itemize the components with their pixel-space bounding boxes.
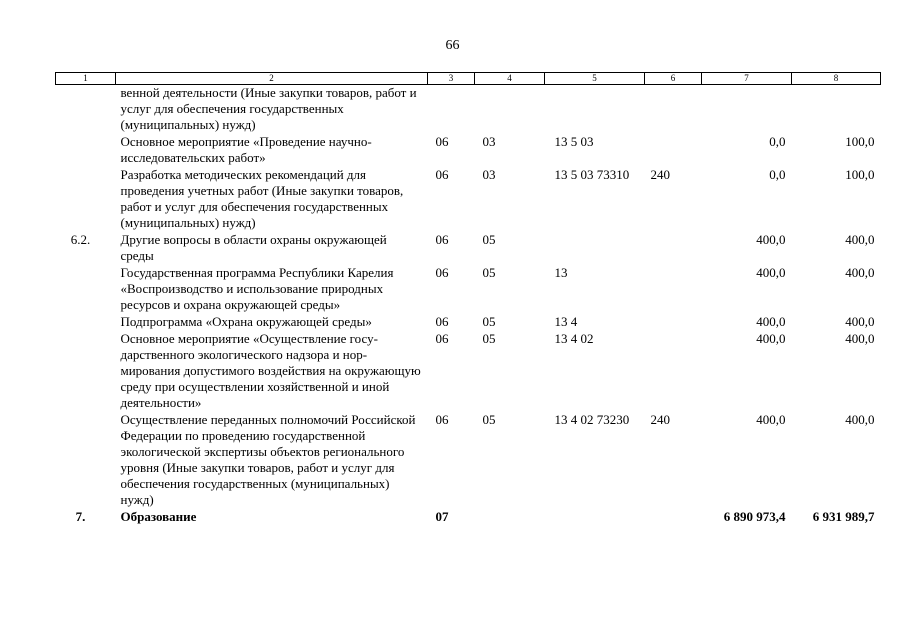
column-header: 7 <box>702 73 792 85</box>
row-number: 7. <box>75 509 86 524</box>
column-header: 8 <box>792 73 881 85</box>
target-article-code <box>545 232 645 265</box>
row-number <box>56 85 116 135</box>
page-number: 66 <box>445 38 460 53</box>
subsection-code: 03 <box>482 134 496 149</box>
target-article-code: 13 5 03 <box>554 134 594 149</box>
expense-type-code <box>645 134 702 167</box>
row-description: Основное мероприятие «Проведение научно-исследовательских работ» <box>120 134 372 165</box>
amount-year-1 <box>702 85 792 135</box>
subsection-code: 05 <box>482 412 496 427</box>
amount-year-2 <box>792 85 881 135</box>
subsection-code <box>475 509 545 526</box>
section-code: 06 <box>435 412 449 427</box>
table-row <box>56 265 881 314</box>
row-number <box>56 314 116 331</box>
amount-year-2: 400,0 <box>845 232 875 247</box>
budget-table <box>55 72 881 526</box>
row-description: Разработка методических рекомендаций для проведения учетных работ (Иные закупки товаров, работ и услуг для обеспечения государственных (муниципальных) нужд) <box>120 167 404 230</box>
table-row <box>56 509 881 526</box>
row-description: Государственная программа Республики Карелия «Воспроизводство и использование природных ресурсов и охрана окружающей среды» <box>120 265 394 312</box>
expense-type-code <box>645 331 702 412</box>
table-row <box>56 134 881 167</box>
table-row <box>56 412 881 509</box>
target-article-code: 13 4 02 73230 <box>554 412 630 427</box>
row-description: Основное мероприятие «Осуществление государственного экологического надзора и нормирования допустимого воздействия на окружающую среду при осуществлении хозяйственной и иной деятельности» <box>120 331 421 410</box>
expense-type-code <box>645 85 702 135</box>
table-header-row <box>56 73 881 85</box>
subsection-code: 05 <box>482 232 496 247</box>
column-header: 6 <box>645 73 702 85</box>
row-description: Подпрограмма «Охрана окружающей среды» <box>120 314 372 329</box>
row-description: Осуществление переданных полномочий Российской Федерации по проведению государственной экологической экспертизы объектов регионального уровня (Иные закупки товаров, работ и услуг для обеспечения государственных (муниципальных) нужд) <box>120 412 416 507</box>
column-header: 1 <box>56 73 116 85</box>
target-article-code <box>545 509 645 526</box>
amount-year-2: 400,0 <box>845 412 875 427</box>
expense-type-code: 240 <box>650 412 670 427</box>
section-code: 06 <box>435 232 449 247</box>
section-code: 06 <box>435 331 449 346</box>
section-code: 06 <box>435 314 449 329</box>
amount-year-1: 400,0 <box>756 314 786 329</box>
subsection-code: 03 <box>482 167 496 182</box>
section-code: 06 <box>435 134 449 149</box>
amount-year-2: 100,0 <box>845 167 875 182</box>
target-article-code <box>545 85 645 135</box>
amount-year-1: 400,0 <box>756 331 786 346</box>
subsection-code: 05 <box>482 265 496 280</box>
amount-year-1: 0,0 <box>769 134 786 149</box>
row-description: Образование <box>120 509 197 524</box>
row-description: Другие вопросы в области охраны окружающей среды <box>120 232 387 263</box>
section-code: 07 <box>435 509 449 524</box>
row-number <box>56 167 116 232</box>
column-header: 3 <box>428 73 475 85</box>
target-article-code: 13 4 02 <box>554 331 594 346</box>
amount-year-1: 400,0 <box>756 232 786 247</box>
target-article-code: 13 5 03 73310 <box>554 167 630 182</box>
subsection-code: 05 <box>482 314 496 329</box>
table-body <box>56 85 881 527</box>
row-number <box>56 265 116 314</box>
expense-type-code <box>645 314 702 331</box>
expense-type-code: 240 <box>650 167 670 182</box>
amount-year-2: 400,0 <box>845 331 875 346</box>
amount-year-1: 6 890 973,4 <box>723 509 786 524</box>
expense-type-code <box>645 509 702 526</box>
amount-year-2: 400,0 <box>845 314 875 329</box>
amount-year-1: 400,0 <box>756 412 786 427</box>
section-code <box>428 85 475 135</box>
table-row <box>56 232 881 265</box>
row-description: венной деятельности (Иные закупки товаров, работ и услуг для обеспечения государственных (муниципальных) нужд) <box>120 85 417 132</box>
row-number <box>56 412 116 509</box>
subsection-code <box>475 85 545 135</box>
section-code: 06 <box>435 167 449 182</box>
table-row <box>56 85 881 135</box>
target-article-code: 13 4 <box>554 314 578 329</box>
subsection-code: 05 <box>482 331 496 346</box>
row-number <box>56 331 116 412</box>
target-article-code: 13 <box>554 265 568 280</box>
expense-type-code <box>645 265 702 314</box>
table-row <box>56 314 881 331</box>
amount-year-2: 6 931 989,7 <box>812 509 875 524</box>
column-header: 5 <box>545 73 645 85</box>
amount-year-1: 400,0 <box>756 265 786 280</box>
row-number <box>56 134 116 167</box>
row-number: 6.2. <box>70 232 91 247</box>
expense-type-code <box>645 232 702 265</box>
amount-year-2: 100,0 <box>845 134 875 149</box>
section-code: 06 <box>435 265 449 280</box>
table-row <box>56 167 881 232</box>
column-header: 4 <box>475 73 545 85</box>
amount-year-2: 400,0 <box>845 265 875 280</box>
table-row <box>56 331 881 412</box>
amount-year-1: 0,0 <box>769 167 786 182</box>
column-header: 2 <box>116 73 428 85</box>
